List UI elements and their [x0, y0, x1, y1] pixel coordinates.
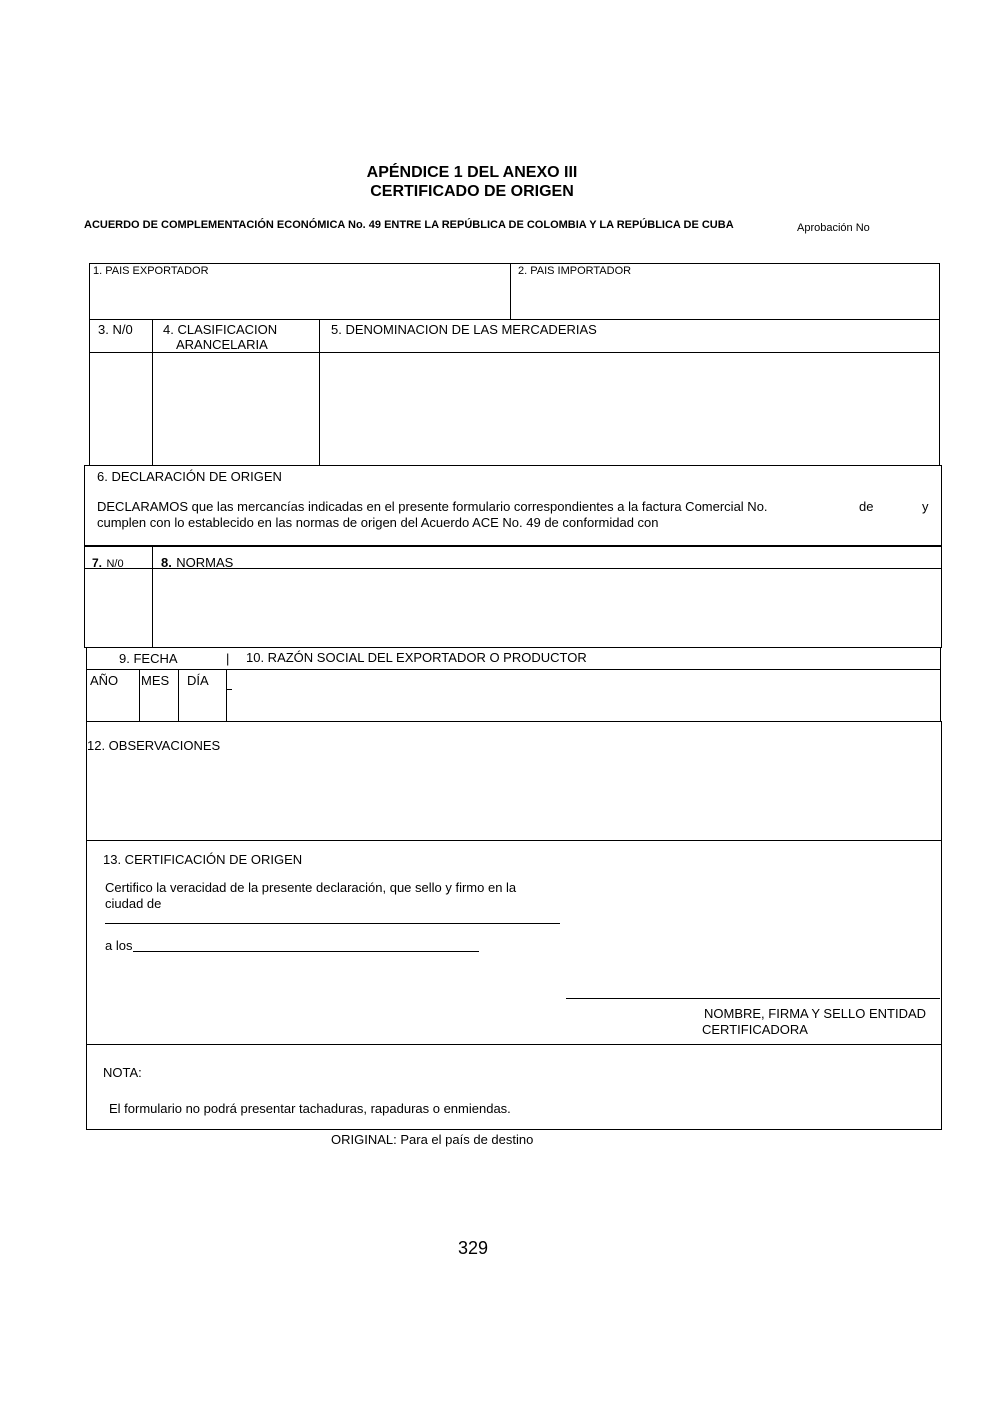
tariff-classification-label: ARANCELARIA — [176, 337, 268, 352]
declaration-text: de — [859, 499, 874, 514]
importing-country-label: 2. PAIS IMPORTADOR — [518, 265, 632, 277]
month-label: MES — [141, 673, 170, 688]
tariff-classification-label: 4. CLASIFICACION — [163, 322, 278, 337]
page-number: 329 — [458, 1238, 489, 1258]
original-copy-label: ORIGINAL: Para el país de destino — [331, 1132, 534, 1147]
divider — [139, 669, 140, 722]
divider — [178, 669, 179, 722]
note-text: El formulario no podrá presentar tachaduras, rapaduras o enmiendas. — [109, 1101, 511, 1116]
observations-heading: 12. OBSERVACIONES — [87, 738, 221, 753]
countries-goods-box — [89, 263, 940, 466]
company-name-heading: 10. RAZÓN SOCIAL DEL EXPORTADOR O PRODUCTOR — [246, 650, 587, 665]
divider — [89, 319, 939, 320]
approval-number-label: Aprobación No — [797, 222, 870, 234]
exporting-country-label: 1. PAIS EXPORTADOR — [93, 265, 209, 277]
year-label: AÑO — [90, 673, 119, 688]
page-title: APÉNDICE 1 DEL ANEXO III — [366, 164, 578, 181]
date-blank-line — [133, 951, 479, 952]
declaration-text: y — [922, 499, 929, 514]
declaration-text: DECLARAMOS que las mercancías indicadas en el presente formulario correspondientes a la factura Comercial No. — [97, 499, 768, 514]
page-subtitle: CERTIFICADO DE ORIGEN — [370, 183, 574, 200]
norms-label: 8. NORMAS — [161, 555, 234, 570]
city-blank-line — [105, 923, 560, 924]
certification-text: ciudad de — [105, 896, 162, 911]
divider — [940, 647, 941, 722]
signature-label: NOMBRE, FIRMA Y SELLO ENTIDAD — [704, 1006, 927, 1021]
certification-heading: 13. CERTIFICACIÓN DE ORIGEN — [103, 852, 303, 867]
divider — [86, 647, 87, 722]
divider — [152, 319, 153, 465]
divider — [84, 647, 941, 648]
item-number-label: 3. N/0 — [98, 322, 133, 337]
day-label: DÍA — [187, 673, 209, 688]
date-prefix-label: a los — [105, 938, 133, 953]
note-box — [86, 1045, 942, 1130]
divider — [510, 263, 511, 319]
divider — [89, 352, 939, 353]
date-separator: | — [226, 651, 230, 666]
declaration-heading: 6. DECLARACIÓN DE ORIGEN — [97, 469, 282, 484]
divider — [319, 319, 320, 465]
agreement-heading: ACUERDO DE COMPLEMENTACIÓN ECONÓMICA No. 49 ENTRE LA REPÚBLICA DE COLOMBIA Y LA REPÚBLICA DE CUBA — [84, 219, 734, 231]
divider — [86, 669, 941, 670]
divider — [226, 669, 227, 722]
declaration-text: cumplen con lo establecido en las normas de origen del Acuerdo ACE No. 49 de conformidad con — [97, 515, 659, 530]
goods-name-label: 5. DENOMINACION DE LAS MERCADERIAS — [331, 322, 597, 337]
certification-text: Certifico la veracidad de la presente declaración, que sello y firmo en la — [105, 880, 517, 895]
norm-number-label: 7. N/0 — [92, 556, 124, 570]
divider — [152, 546, 153, 647]
signature-label: CERTIFICADORA — [702, 1022, 808, 1037]
signature-line — [566, 998, 940, 999]
note-heading: NOTA: — [103, 1065, 142, 1080]
date-heading: 9. FECHA — [119, 651, 178, 666]
